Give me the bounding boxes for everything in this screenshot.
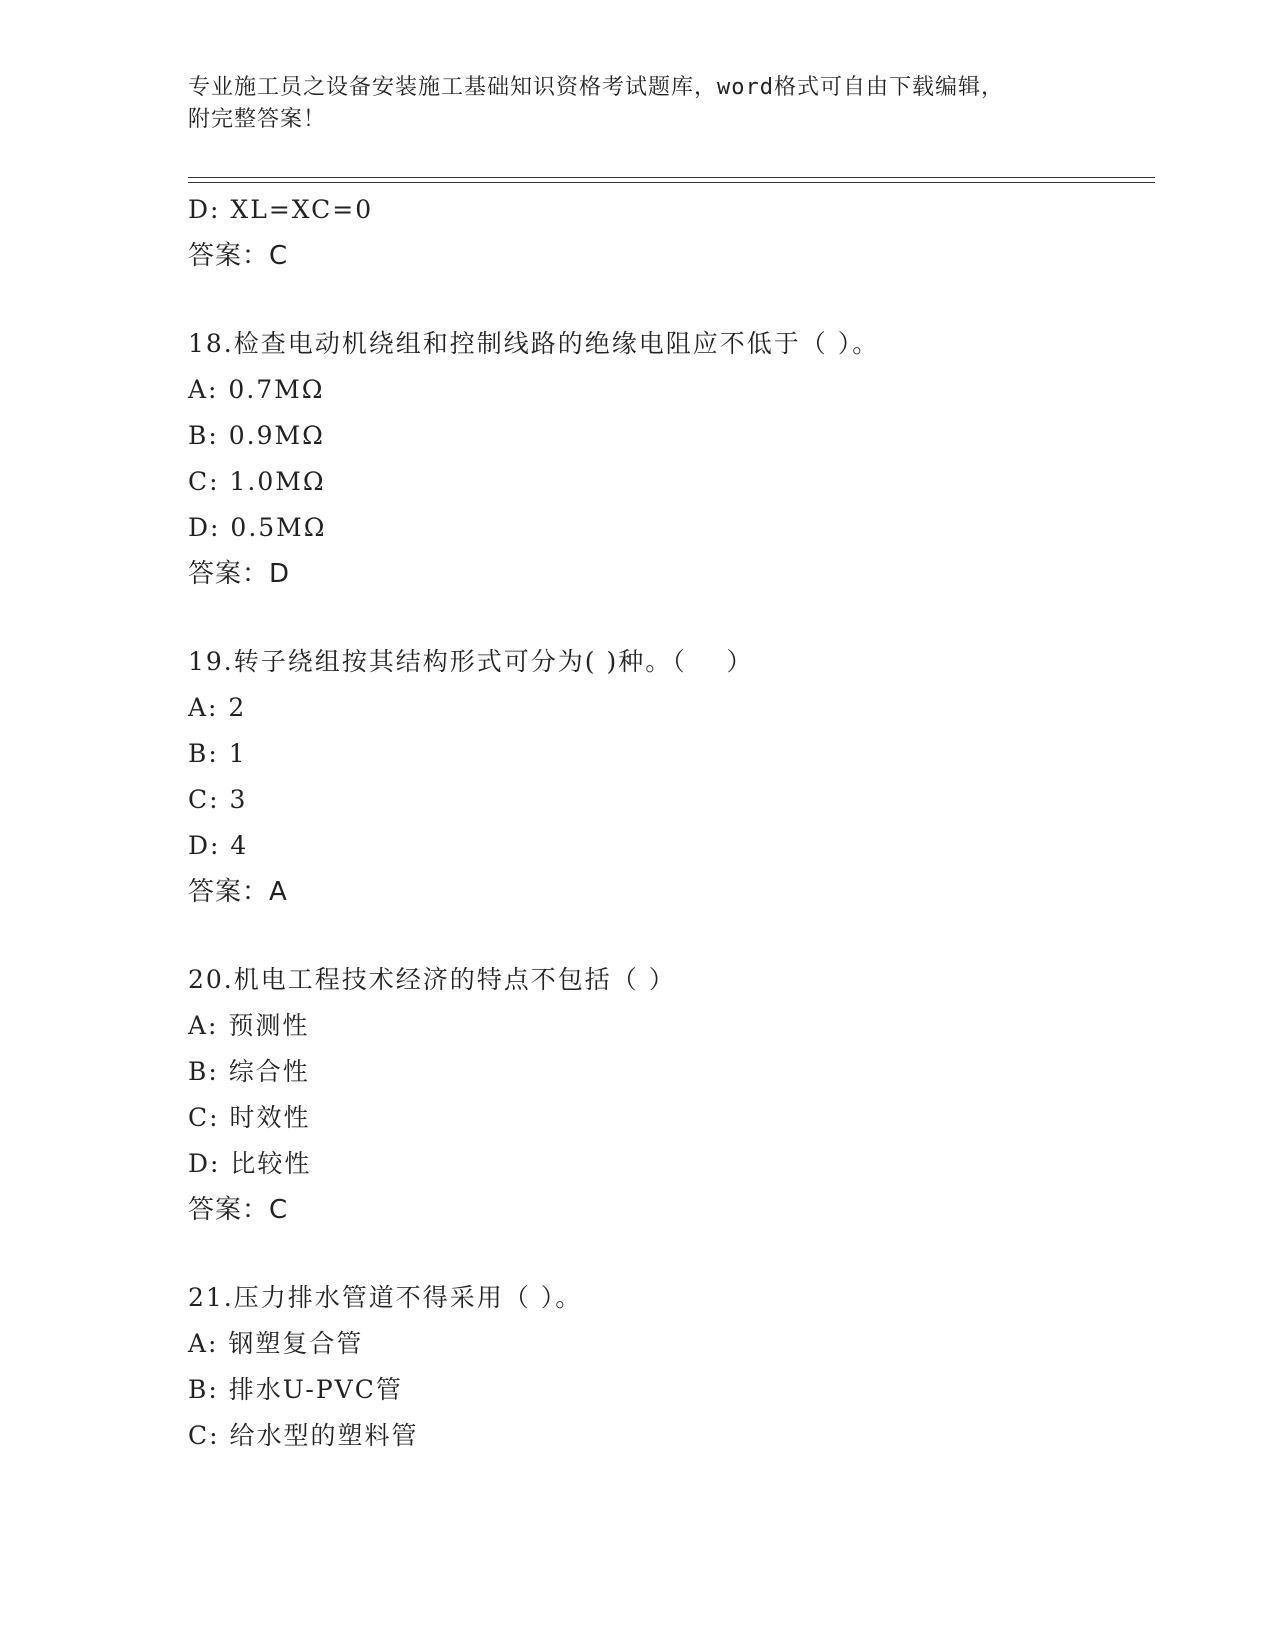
option-d: D: 比较性	[188, 1149, 312, 1178]
option-b: B: 综合性	[188, 1057, 310, 1086]
question-stem: 20.机电工程技术经济的特点不包括（ ）	[188, 965, 676, 994]
question-17-tail	[188, 187, 1148, 279]
option-b: B: 0.9MΩ	[188, 421, 325, 450]
question-stem: 21.压力排水管道不得采用（ ）。	[188, 1283, 583, 1312]
option-a: A: 预测性	[188, 1011, 310, 1040]
question-18	[188, 321, 1148, 597]
option-c: C: 时效性	[188, 1103, 311, 1132]
option-a: A: 0.7MΩ	[188, 375, 325, 404]
question-stem: 19.转子绕组按其结构形式可分为( )种。（ ）	[188, 647, 754, 676]
header-line-2: 附完整答案！	[188, 107, 327, 132]
spacer	[188, 279, 1148, 321]
spacer	[188, 597, 1148, 639]
option-d: D: XL=XC=0	[188, 195, 374, 224]
header-line-1: 专业施工员之设备安装施工基础知识资格考试题库，word格式可自由下载编辑，	[188, 75, 1004, 100]
document-header	[188, 72, 1068, 136]
spacer	[188, 1233, 1148, 1275]
question-list	[188, 187, 1148, 1459]
spacer	[188, 915, 1148, 957]
option-d: D: 0.5MΩ	[188, 513, 327, 542]
answer-line: 答案：D	[188, 559, 291, 589]
question-stem: 18.检查电动机绕组和控制线路的绝缘电阻应不低于（ ）。	[188, 329, 880, 358]
header-divider	[188, 177, 1155, 183]
answer-line: 答案：C	[188, 1195, 289, 1225]
answer-line: 答案：C	[188, 241, 289, 271]
question-21	[188, 1275, 1148, 1459]
option-b: B: 排水U-PVC管	[188, 1375, 403, 1404]
option-c: C: 给水型的塑料管	[188, 1421, 419, 1450]
option-a: A: 钢塑复合管	[188, 1329, 364, 1358]
option-a: A: 2	[188, 693, 247, 722]
option-b: B: 1	[188, 739, 247, 768]
answer-line: 答案：A	[188, 877, 288, 907]
question-20	[188, 957, 1148, 1233]
option-c: C: 3	[188, 785, 248, 814]
option-d: D: 4	[188, 831, 249, 860]
question-19	[188, 639, 1148, 915]
option-c: C: 1.0MΩ	[188, 467, 326, 496]
